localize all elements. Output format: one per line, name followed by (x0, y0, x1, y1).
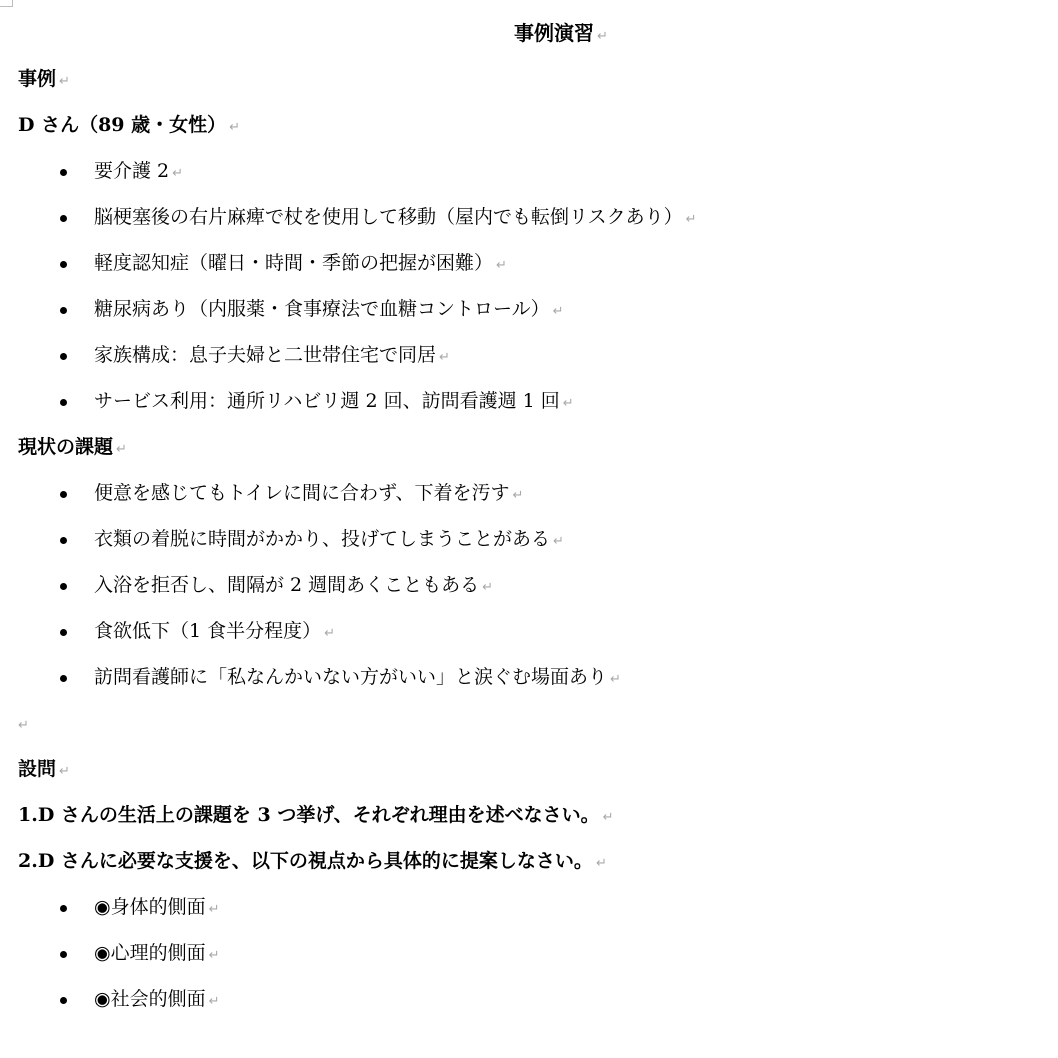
paragraph-mark: ↵ (172, 166, 184, 181)
paragraph-mark: ↵ (208, 994, 220, 1009)
empty-paragraph (18, 704, 1038, 750)
paragraph-mark: ↵ (597, 29, 608, 44)
case-list-item: 軽度認知症（曜日・時間・季節の把握が困難） ↵ (18, 244, 1038, 290)
case-list-item: 糖尿病あり（内服薬・食事療法で血糖コントロール） ↵ (18, 290, 1038, 336)
paragraph-mark: ↵ (116, 442, 127, 457)
case-heading: 事例 ↵ (18, 68, 70, 90)
paragraph-mark: ↵ (482, 580, 494, 595)
paragraph-mark: ↵ (59, 764, 70, 779)
paragraph-mark: ↵ (553, 534, 564, 549)
paragraph-mark: ↵ (562, 396, 574, 411)
aspect-list-item: ◉心理的側面 ↵ (18, 934, 1038, 980)
paragraph-mark: ↵ (208, 948, 220, 963)
document-page (18, 14, 1038, 1026)
paragraph-mark: ↵ (208, 902, 220, 917)
paragraph-mark: ↵ (610, 672, 621, 687)
paragraph-mark: ↵ (229, 120, 241, 135)
document-title: 事例演習 ↵ (514, 21, 608, 45)
questions-heading: 設問 ↵ (18, 758, 70, 780)
paragraph-mark: ↵ (324, 626, 336, 641)
paragraph-mark: ↵ (439, 350, 450, 365)
issue-list-item: 便意を感じてもトイレに間に合わず、下着を汚す ↵ (18, 474, 1038, 520)
paragraph-mark: ↵ (602, 810, 614, 825)
paragraph-mark: ↵ (496, 258, 507, 273)
aspect-list-item: ◉社会的側面 ↵ (18, 980, 1038, 1026)
issue-list-item: 入浴を拒否し、間隔が 2 週間あくこともある ↵ (18, 566, 1038, 612)
paragraph-mark: ↵ (595, 856, 607, 871)
case-subject: D さん（89 歳・女性） ↵ (18, 114, 241, 136)
issue-list-item: 衣類の着脱に時間がかかり、投げてしまうことがある ↵ (18, 520, 1038, 566)
page-corner-mark (0, 0, 13, 7)
issue-list-item: 食欲低下（1 食半分程度） ↵ (18, 612, 1038, 658)
paragraph-mark: ↵ (18, 718, 29, 733)
paragraph-mark: ↵ (59, 74, 70, 89)
case-list-item: サービス利用：通所リハビリ週 2 回、訪問看護週 1 回 ↵ (18, 382, 1038, 428)
aspect-list-item: ◉身体的側面 ↵ (18, 888, 1038, 934)
question-1: 1.D さんの生活上の課題を 3 つ挙げ、それぞれ理由を述べなさい。 ↵ (18, 804, 614, 826)
issue-list-item: 訪問看護師に「私なんかいない方がいい」と涙ぐむ場面あり ↵ (18, 658, 1038, 704)
issues-heading: 現状の課題 ↵ (18, 436, 127, 458)
question-2: 2.D さんに必要な支援を、以下の視点から具体的に提案しなさい。 ↵ (18, 850, 607, 872)
paragraph-mark: ↵ (685, 212, 697, 227)
case-list-item: 要介護 2 ↵ (18, 152, 1038, 198)
case-list-item: 脳梗塞後の右片麻痺で杖を使用して移動（屋内でも転倒リスクあり） ↵ (18, 198, 1038, 244)
case-list-item: 家族構成：息子夫婦と二世帯住宅で同居 ↵ (18, 336, 1038, 382)
paragraph-mark: ↵ (512, 488, 524, 503)
paragraph-mark: ↵ (552, 304, 564, 319)
